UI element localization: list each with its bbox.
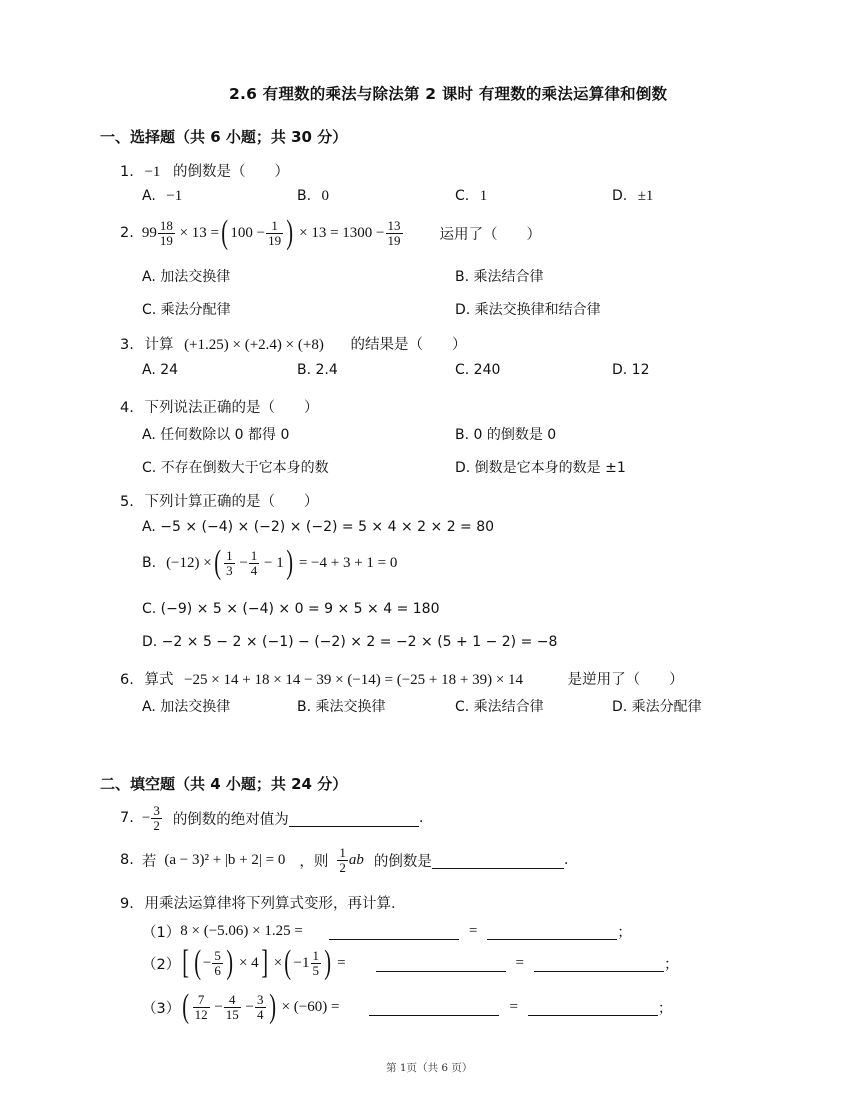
option-a: A. −5 × (−4) × (−2) × (−2) = 5 × 4 × 2 × 2 = 80 (142, 519, 495, 535)
answer-blank[interactable] (369, 999, 499, 1016)
question-number: 7. (120, 810, 134, 827)
option-a: A. 24 (142, 362, 179, 378)
question-3 (120, 333, 466, 354)
option-d: D. 12 (612, 362, 650, 378)
question-number: 4. (120, 400, 134, 416)
part-label: （2） (142, 956, 181, 973)
page-footer: 第 1页（共 6 页） (386, 1062, 473, 1074)
question-number: 5. (120, 494, 134, 510)
option-d: D. 倒数是它本身的数是 ±1 (455, 460, 626, 476)
option-c: C. 乘法分配律 (142, 302, 231, 318)
option-b: B. 0 的倒数是 0 (455, 427, 557, 443)
math-expression: (+1.25) × (+2.4) × (+8) (184, 337, 324, 353)
question-number: 3. (120, 337, 134, 353)
part-label: （1） (142, 925, 181, 941)
section-heading-choice: 一、选择题（共 6 小题；共 30 分） (100, 128, 348, 146)
question-6 (120, 668, 684, 689)
question-stem: 的倒数是（ ） (173, 164, 290, 180)
option-d: D. −2 × 5 − 2 × (−1) − (−2) × 2 = −2 × (5 + 1 − 2) = −8 (142, 634, 558, 650)
question-stem: 是逆用了（ ） (567, 672, 684, 688)
answer-blank[interactable] (528, 999, 658, 1016)
question-stem: 的倒数是 (373, 853, 432, 870)
question-2 (120, 216, 541, 250)
option-c: C. 乘法结合律 (455, 699, 544, 715)
answer-blank[interactable] (329, 923, 459, 940)
question-number: 1. (120, 164, 134, 180)
math-expression: −25 × 14 + 18 × 14 − 39 × (−14) = (−25 + 18 + 39) × 14 (184, 672, 524, 688)
option-c: C. 240 (455, 362, 501, 378)
math-expression: 8 × (−5.06) × 1.25 = (180, 923, 303, 939)
question-8: 8. 若 (a − 3)² + |b + 2| = 0 ，则 $\frac{1}{2}$ ab 的倒数是 . (120, 845, 569, 875)
answer-blank[interactable] (376, 955, 506, 972)
question-stem: 算式 (144, 672, 174, 688)
q9-part-2: （2） [ ( − $\frac{5}{6}$ ) × 4 ] × ( −1 $\frac{1}{5}$ ) = = ； (142, 944, 679, 981)
math-expression: 99 $\frac{18}{19}$ × 13 = ( 100 − $\frac{1}{19}$ ) × 13 = 1300 − $\frac{13}{19}$ (141, 214, 401, 251)
option-d: D. 乘法分配律 (612, 699, 702, 715)
question-stem: ，则 (299, 853, 329, 870)
question-stem: 下列说法正确的是（ ） (144, 400, 319, 416)
math-expression: (a − 3)² + |b + 2| = 0 (164, 851, 286, 868)
section-heading-fill: 二、填空题（共 4 小题；共 24 分） (100, 775, 348, 793)
answer-blank[interactable] (289, 810, 419, 827)
option-b: B. 乘法结合律 (455, 269, 544, 285)
answer-blank[interactable] (534, 955, 664, 972)
option-a: A. 加法交换律 (142, 699, 231, 715)
option-b: B. 乘法交换律 (297, 699, 386, 715)
question-number: 2. (120, 225, 134, 241)
q9-part-1: （1） 8 × (−5.06) × 1.25 = = ； (142, 923, 632, 941)
q9-part-3: （3） ( $\frac{7}{12}$ − $\frac{4}{15}$ − $\frac{3}{4}$ ) × (−60) = = ； (142, 988, 673, 1025)
option-a: A. 加法交换律 (142, 269, 231, 285)
question-stem: 若 (141, 853, 157, 870)
question-4 (120, 396, 318, 417)
question-stem: 运用了（ ） (439, 226, 542, 243)
question-9 (120, 892, 405, 913)
answer-blank[interactable] (487, 923, 617, 940)
question-5 (120, 490, 318, 511)
question-stem: 下列计算正确的是（ ） (144, 494, 319, 510)
math-expression: [ ( − $\frac{5}{6}$ ) × 4 ] × ( −1 $\frac{1}{5}$ ) = (182, 944, 346, 981)
option-b: B. 0 (297, 188, 330, 204)
question-number: 6. (120, 672, 134, 688)
question-7: 7. − $\frac{3}{2}$ 的倒数的绝对值为 . (120, 803, 424, 833)
option-d: D. ±1 (612, 188, 654, 204)
part-label: （3） (142, 1000, 181, 1017)
math-expression: −1 (144, 164, 161, 180)
answer-blank[interactable] (432, 852, 564, 869)
option-a: A. 任何数除以 0 都得 0 (142, 427, 290, 443)
option-b: B. (−12) × ( $\frac{1}{3}$ − $\frac{1}{4}$ − 1 ) = −4 + 3 + 1 = 0 (142, 544, 398, 581)
question-stem: 的结果是（ ） (350, 337, 467, 353)
option-c: C. 1 (455, 188, 488, 204)
question-number: 9. (120, 896, 134, 912)
math-expression: − $\frac{3}{2}$ (141, 803, 160, 833)
question-stem: 的倒数的绝对值为 (172, 811, 289, 828)
option-a: A. −1 (142, 188, 183, 204)
option-c: C. 不存在倒数大于它本身的数 (142, 460, 329, 476)
question-stem: 计算 (144, 337, 174, 353)
math-expression: ( $\frac{7}{12}$ − $\frac{4}{15}$ − $\frac{3}{4}$ ) × (−60) = (182, 988, 340, 1025)
question-1 (120, 160, 289, 181)
question-number: 8. (120, 852, 134, 869)
option-b: B. 2.4 (297, 362, 338, 378)
math-expression: $\frac{1}{2}$ ab (339, 845, 364, 875)
question-stem: 用乘法运算律将下列算式变形，再计算． (144, 896, 406, 912)
option-c: C. (−9) × 5 × (−4) × 0 = 9 × 5 × 4 = 180 (142, 601, 440, 617)
page-title: 2.6 有理数的乘法与除法第 2 课时 有理数的乘法运算律和倒数 (229, 85, 668, 103)
option-d: D. 乘法交换律和结合律 (455, 302, 601, 318)
